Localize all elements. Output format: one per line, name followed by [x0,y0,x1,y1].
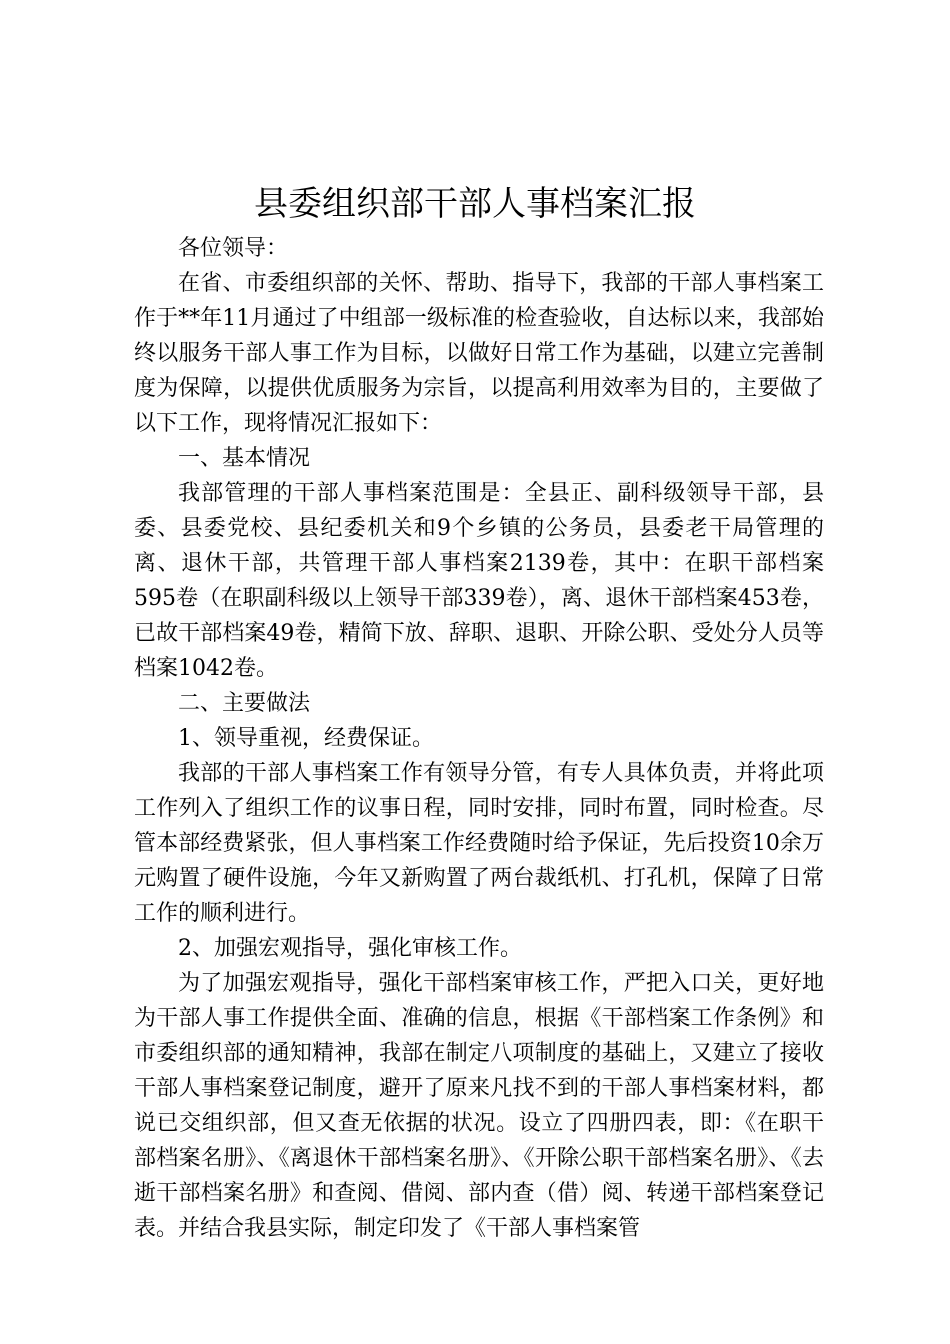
guidance-review-paragraph: 为了加强宏观指导，强化干部档案审核工作，严把入口关，更好地为干部人事工作提供全面、准确的信息，根据《干部档案工作条例》和市委组织部的通知精神，我部在制定八项制度的基础上，又建立了接收干部人事档案登记制度，避开了原来凡找不到的干部人事档案材料，都说已交组织部，但又查无依据的状况。设立了四册四表，即：《在职干部档案名册》、《离退休干部档案名册》、《开除公职干部档案名册》、《去逝干部档案名册》和查阅、借阅、部内查（借）阅、转递干部档案登记表。并结合我县实际，制定印发了《干部人事档案管 [134,971,824,1241]
subheading-guidance-review: 2、加强宏观指导，强化审核工作。 [178,936,522,961]
document-title: 县委组织部干部人事档案汇报 [254,184,696,224]
section-heading-main-practices: 二、主要做法 [178,691,311,716]
salutation: 各位领导： [178,236,289,261]
section-heading-basic-situation: 一、基本情况 [178,446,311,471]
intro-paragraph: 在省、市委组织部的关怀、帮助、指导下，我部的干部人事档案工作于**年11月通过了中组部一级标准的检查验收，自达标以来，我部始终以服务干部人事工作为目标，以做好日常工作为基础，以建立完善制度为保障，以提供优质服务为宗旨，以提高利用效率为目的，主要做了以下工作，现将情况汇报如下： [134,271,824,436]
document-body [134,231,824,1246]
basic-situation-paragraph: 我部管理的干部人事档案范围是：全县正、副科级领导干部，县委、县委党校、县纪委机关和9个乡镇的公务员，县委老干局管理的离、退休干部，共管理干部人事档案2139卷，其中：在职干部档案595卷（在职副科级以上领导干部339卷），离、退休干部档案453卷，已故干部档案49卷，精简下放、辞职、退职、开除公职、受处分人员等档案1042卷。 [134,481,824,681]
leadership-funding-paragraph: 我部的干部人事档案工作有领导分管，有专人具体负责，并将此项工作列入了组织工作的议事日程，同时安排，同时布置，同时检查。尽管本部经费紧张，但人事档案工作经费随时给予保证，先后投资10余万元购置了硬件设施，今年又新购置了两台裁纸机、打孔机，保障了日常工作的顺利进行。 [134,761,824,926]
subheading-leadership-funding: 1、领导重视，经费保证。 [178,726,434,751]
